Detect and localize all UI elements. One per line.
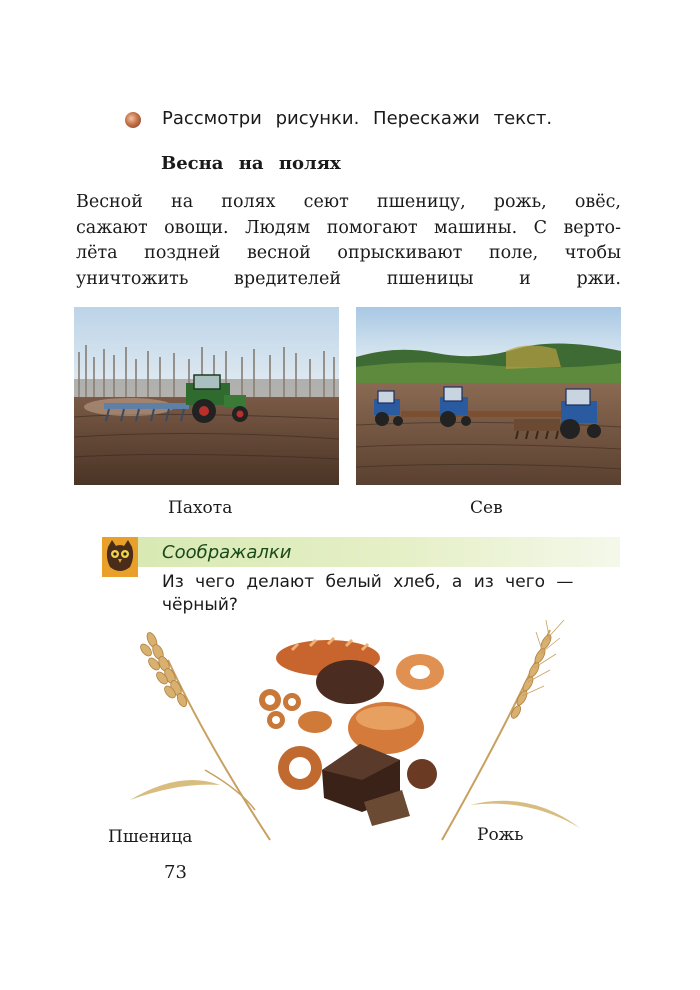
rye-caption: Рожь <box>477 825 524 845</box>
article-line: сажают овощи. Людям помогают машины. С верто- <box>76 217 621 238</box>
article-line: уничтожить вредителей пшеницы и ржи. <box>76 268 621 289</box>
owl-icon <box>102 537 138 577</box>
article-line: лёта поздней весной опрыскивают поле, чтобы <box>76 243 621 263</box>
wheat-icon <box>130 631 270 840</box>
rye-icon <box>442 620 580 840</box>
puzzle-heading: Соображалки <box>162 542 292 563</box>
wheat-caption: Пшеница <box>108 827 193 847</box>
bullet-icon <box>125 112 141 128</box>
task-instruction: Рассмотри рисунки. Перескажи текст. <box>162 108 553 129</box>
puzzle-question: Из чего делают белый хлеб, а из чего — чёрный? <box>162 572 574 615</box>
loaves-icon <box>259 638 444 826</box>
bread-illustration <box>110 620 610 845</box>
plowing-caption: Пахота <box>168 498 233 518</box>
article-title: Весна на полях <box>161 153 341 174</box>
sowing-caption: Сев <box>470 498 503 518</box>
puzzle-block <box>102 537 620 615</box>
article-line: Весной на полях сеют пшеницу, рожь, овёс, <box>76 192 621 212</box>
article-text <box>76 190 621 292</box>
page-number: 73 <box>164 862 187 883</box>
sowing-photo <box>356 307 621 485</box>
plowing-photo <box>74 307 339 485</box>
